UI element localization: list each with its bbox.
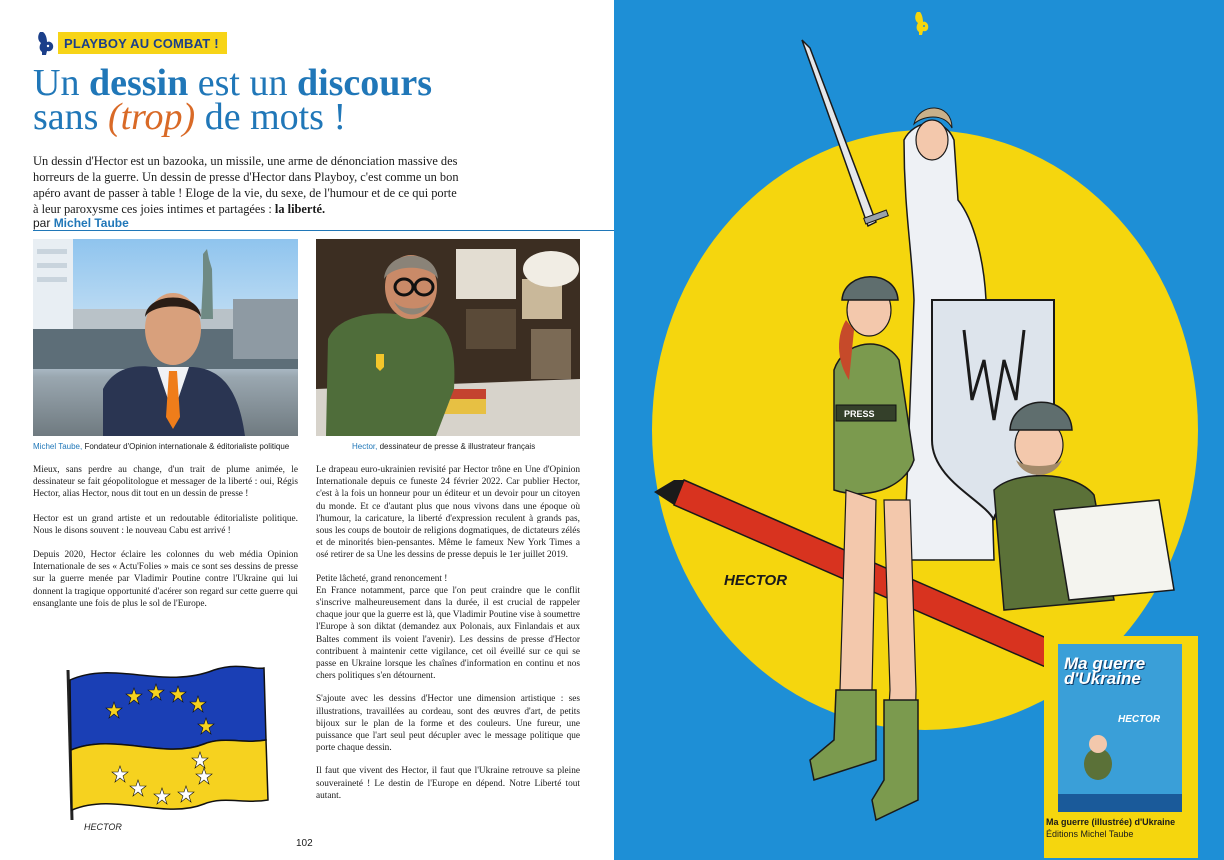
book-cover-title: Ma guerre d'Ukraine [1064, 654, 1146, 688]
paragraph: Il faut que vivent des Hector, il faut que l'Ukraine retrouve sa pleine souveraineté ! Le destin de l'Europe en dépend. Notre Liberté tout autant. [316, 766, 580, 801]
author-name: Michel Taube [53, 216, 129, 230]
article-column-2 [316, 464, 580, 813]
paragraph: Hector est un grand artiste et un redoutable éditorialiste politique. Nous le disons souvent : le nouveau Cabu est arrivé ! [33, 513, 298, 536]
lede-paragraph: Un dessin d'Hector est un bazooka, un missile, une arme de dénonciation massive des horreurs de la guerre. Un dessin de presse d'Hector dans Playboy, c'est comme un bon apéro avant de passer à table ! Eloge de la vie, du sexe, de l'humour et de ce qui porte à leur paroxysme ces joies intimes et partagées : la liberté. [33, 154, 459, 216]
paragraph: Petite lâcheté, grand renoncement ! En France notamment, parce que l'on peut craindre que le conflit s'inscrive malheureusement dans la durée, il est crucial de rappeler chaque jour que la guerre est là, que Vladimir Poutine vise à soumettre l'Europe à son diktat (demandez aux Polonais, aux Finlandais et aux Baltes comment ils voient l'avenir). Les dessins de presse d'Hector contribuent à maintenir cette vigilance, cet oil éveillé sur ce qui se passe en Ukraine lorsque les chaînes d'information en continu et nos chers politiques s'en détournent. [316, 573, 580, 682]
book-caption-publisher: Éditions Michel Taube [1046, 829, 1134, 839]
section-tag [34, 30, 227, 56]
byline: par Michel Taube [33, 214, 614, 231]
paragraph: Mieux, sans perdre au change, d'un trait de plume animée, le dessinateur se fait géopolitologue et messager de la liberté : oui, Régis Hector, alias Hector, nous dit tout en un dessin de presse ! [33, 465, 298, 500]
photo-michel-taube [33, 239, 298, 436]
paragraph: S'ajoute avec les dessins d'Hector une dimension artistique : ses illustrations, travaillées au cordeau, sont des œuvres d'art, de petits bijoux sur le plan de la forme et des couleurs. Une fureur, une puissance que l'art seul peut décupler avec le message politique que porte chaque dessin. [316, 694, 580, 754]
photo1-caption: Michel Taube, Fondateur d'Opinion internationale & éditorialiste politique [33, 442, 290, 451]
book-cover [1058, 644, 1182, 812]
photo-hector [316, 239, 580, 436]
article-column-1 [33, 464, 298, 622]
page-number: 102 [296, 838, 313, 849]
flag-signature: HECTOR [84, 822, 122, 832]
photo2-caption: Hector, dessinateur de presse & illustrateur français [352, 442, 536, 451]
book-caption [1044, 816, 1200, 840]
book-caption-title: Ma guerre (illustrée) d'Ukraine [1046, 817, 1176, 827]
illustration-signature: HECTOR [724, 572, 788, 589]
page-title: Un dessin est un discours sans (trop) de mots ! [33, 62, 433, 138]
section-tag-label: PLAYBOY AU COMBAT ! [58, 32, 227, 54]
press-label: PRESS [844, 409, 875, 419]
playboy-bunny-icon [34, 30, 56, 56]
paragraph: Depuis 2020, Hector éclaire les colonnes du web média Opinion Internationale de ses « Actu'Folies » mais ce sont ses dessins de presse sur la guerre menée par Vladimir Poutine contre l'Ukraine qui lui donnent la tragique opportunité d'acérer son regard sur cette guerre qui ensanglante une fois de plus le sol de l'Europe. [33, 550, 298, 609]
paragraph: Le drapeau euro-ukrainien revisité par Hector trône en Une d'Opinion Internationale depuis ce funeste 24 février 2022. Car publier Hector, c'est à la fois un honneur pour un éditeur et un devoir pour un citoyen du monde. Et ce d'autant plus que nous vivons dans une époque où l'humour, la caricature, la liberté d'expression reculent à grands pas, sous les coups de boutoir de religions dogmatiques, de dictateurs zélés et de minorités bien-pensantes. Même le fameux New York Times a osé retirer de sa Une les dessins de presse depuis le 1er juillet 2019. [316, 465, 580, 561]
euro-ukrainian-flag-illustration [54, 640, 278, 836]
book-promo [1044, 636, 1198, 858]
right-page [614, 0, 1224, 860]
book-cover-author: HECTOR [1118, 714, 1161, 725]
book-cover-art [1058, 724, 1182, 812]
